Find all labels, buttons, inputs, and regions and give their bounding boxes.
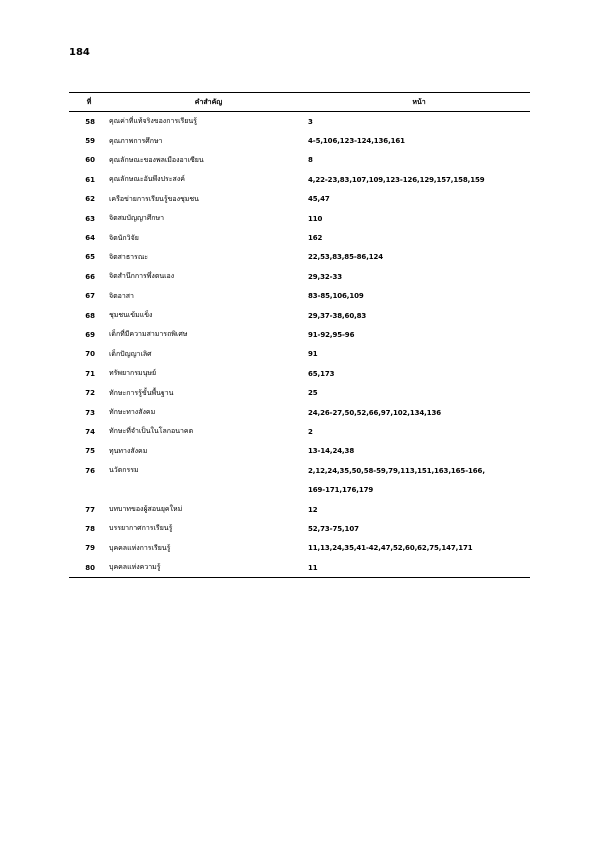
header-no: ที่: [86, 97, 92, 106]
row-pages: 13-14,24,38: [308, 447, 355, 456]
row-pages: 3: [308, 117, 313, 126]
row-number: 80: [85, 563, 95, 572]
row-pages: 91-92,95-96: [308, 330, 355, 339]
row-term: คุณค่าที่แท้จริงของการเรียนรู้: [109, 117, 197, 126]
row-term: บุคคลแห่งการเรียนรู้: [109, 543, 171, 552]
row-pages: 52,73-75,107: [308, 524, 359, 533]
row-pages: 11: [308, 563, 318, 572]
row-number: 75: [85, 447, 95, 456]
row-pages: 110: [308, 214, 323, 223]
header-pages: หน้า: [412, 97, 426, 106]
row-term: เครือข่ายการเรียนรู้ของชุมชน: [109, 194, 199, 203]
row-pages: 45,47: [308, 195, 330, 204]
table-row: [69, 364, 530, 383]
row-number: 73: [85, 408, 95, 417]
row-term: [109, 480, 308, 499]
row-number: 59: [85, 137, 95, 146]
row-pages: 29,37-38,60,83: [308, 311, 367, 320]
page-number: 184: [69, 47, 90, 58]
table-row: [69, 112, 530, 132]
row-number: 65: [85, 253, 95, 262]
row-pages: 12: [308, 505, 318, 514]
row-term: คุณลักษณะของพลเมืองอาเซียน: [109, 155, 204, 164]
table-row: [69, 480, 530, 499]
row-number: [69, 480, 109, 499]
row-term: บทบาทของผู้สอนยุคใหม่: [109, 505, 183, 513]
row-number: 62: [85, 195, 95, 204]
table-row: [69, 325, 530, 344]
header-term: คำสำคัญ: [194, 97, 223, 106]
row-pages: 22,53,83,85-86,124: [308, 253, 384, 262]
table-row: [69, 558, 530, 578]
table-row: [69, 131, 530, 150]
table-row: [69, 151, 530, 170]
table-row: [69, 500, 530, 519]
row-number: 66: [85, 272, 95, 281]
table-header-row: [69, 93, 530, 112]
row-number: 68: [85, 311, 95, 320]
table-row: [69, 209, 530, 228]
row-number: 69: [85, 330, 95, 339]
row-pages: 25: [308, 389, 318, 398]
row-pages: 4,22-23,83,107,109,123-126,129,157,158,159: [308, 175, 485, 184]
row-number: 67: [85, 292, 95, 301]
table-row: [69, 306, 530, 325]
row-pages: 8: [308, 156, 313, 165]
table-row: [69, 190, 530, 209]
table-row: [69, 345, 530, 364]
row-number: 78: [85, 524, 95, 533]
row-pages: 65,173: [308, 369, 335, 378]
row-pages: 24,26-27,50,52,66,97,102,134,136: [308, 408, 442, 417]
row-term: คุณลักษณะอันพึงประสงค์: [109, 175, 185, 184]
row-pages: 2: [308, 427, 313, 436]
table-row: [69, 170, 530, 189]
row-number: 72: [85, 389, 95, 398]
row-number: 74: [85, 427, 95, 436]
row-term: ชุมชนเข้มแข็ง: [109, 311, 153, 320]
row-number: 60: [85, 156, 95, 165]
row-number: 79: [85, 544, 95, 553]
row-pages: 2,12,24,35,50,58-59,79,113,151,163,165-166,: [308, 466, 485, 475]
table-body: [69, 112, 530, 578]
table-row: [69, 248, 530, 267]
row-term: บรรยากาศการเรียนรู้: [109, 524, 173, 533]
table-row: [69, 461, 530, 480]
row-term: จิตอาสา: [109, 291, 134, 300]
table-row: [69, 383, 530, 402]
row-pages: 4-5,106,123-124,136,161: [308, 137, 405, 146]
row-term: เด็กปัญญาเลิศ: [109, 349, 152, 358]
row-term: ทุนทางสังคม: [109, 446, 148, 455]
table-row: [69, 539, 530, 558]
row-number: 77: [85, 505, 95, 514]
table-row: [69, 228, 530, 247]
row-term: คุณภาพการศึกษา: [109, 136, 163, 145]
row-number: 63: [85, 214, 95, 223]
row-term: ทรัพยากรมนุษย์: [109, 369, 157, 378]
table-row: [69, 519, 530, 538]
row-pages: 29,32-33: [308, 272, 342, 281]
row-number: 71: [85, 369, 95, 378]
table-row: [69, 422, 530, 441]
table-row: [69, 403, 530, 422]
row-term: จิตสมบัญญาศึกษา: [109, 214, 165, 223]
row-number: 70: [85, 350, 95, 359]
table-row: [69, 287, 530, 306]
table-row: [69, 442, 530, 461]
row-pages: 11,13,24,35,41-42,47,52,60,62,75,147,171: [308, 544, 473, 553]
row-term: จิตสาธารณะ: [109, 252, 149, 261]
row-number: 76: [85, 466, 95, 475]
row-term: ทักษะการรู้ขั้นพื้นฐาน: [109, 388, 174, 397]
row-term: บุคคลแห่งความรู้: [109, 563, 161, 572]
row-pages: 169-171,176,179: [308, 486, 374, 495]
table-row: [69, 267, 530, 286]
row-term: ทักษะที่จำเป็นในโลกอนาคต: [109, 427, 194, 436]
row-number: 58: [85, 117, 95, 126]
row-term: จิตนักวิจัย: [109, 233, 139, 242]
row-term: จิตสำนึกการพึ่งตนเอง: [109, 272, 175, 281]
row-term: นวัตกรรม: [109, 466, 139, 475]
row-pages: 83-85,106,109: [308, 292, 364, 301]
row-pages: 91: [308, 350, 318, 359]
keyword-index-table: [69, 92, 530, 578]
row-term: ทักษะทางสังคม: [109, 408, 156, 417]
row-term: เด็กที่มีความสามารถพิเศษ: [109, 330, 188, 339]
row-pages: 162: [308, 234, 323, 243]
row-number: 61: [85, 175, 95, 184]
row-number: 64: [85, 234, 95, 243]
